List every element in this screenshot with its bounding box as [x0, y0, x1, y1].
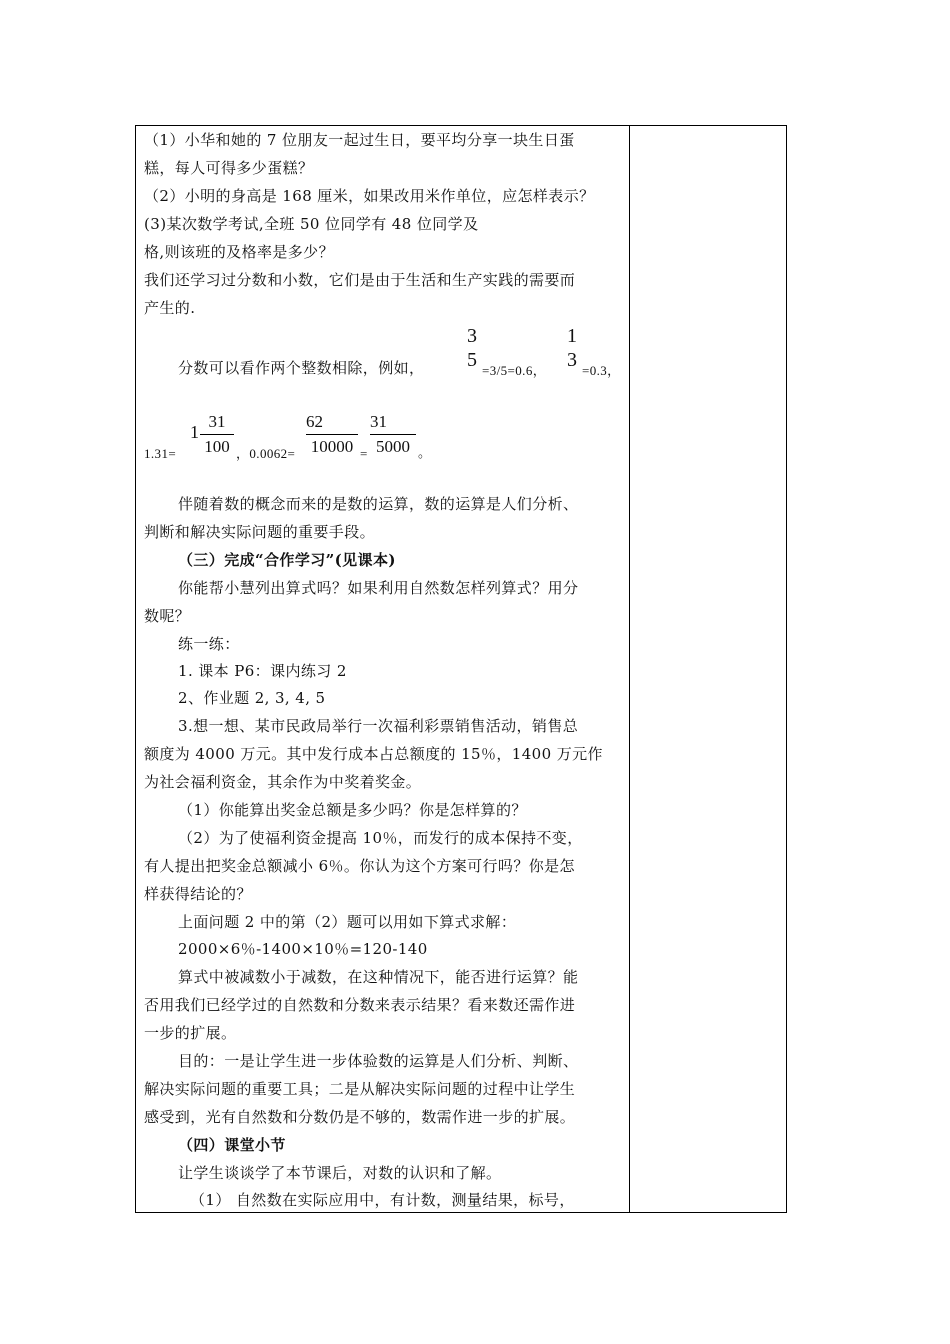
section-3-heading: （三）完成“合作学习”(见课本)	[178, 551, 396, 569]
fraction-denominator: 100	[204, 437, 230, 456]
fraction-2-result: =0.3，	[582, 363, 621, 378]
practice-question-1: （1）你能算出奖金总额是多少吗？你是怎样算的？	[178, 801, 527, 819]
question-1-cont: 糕，每人可得多少蛋糕？	[144, 159, 314, 177]
calculation-text-cont: 否用我们已经学过的自然数和分数来表示结果？看来数还需作进	[144, 996, 576, 1014]
fraction-3-5	[462, 324, 482, 372]
fraction-denominator: 10000	[310, 437, 354, 456]
operations-text: 伴随着数的概念而来的是数的运算，数的运算是人们分析、	[178, 495, 579, 513]
fraction-numerator: 31	[200, 410, 234, 435]
summary-text: 让学生谈谈学了本节课后，对数的认识和了解。	[178, 1164, 502, 1182]
question-3: (3)某次数学考试,全班 50 位同学有 48 位同学及	[144, 215, 479, 233]
practice-item-1: 1. 课本 P6：课内练习 2	[178, 662, 347, 680]
learned-text: 我们还学习过分数和小数，它们是由于生活和生产实践的需要而	[144, 271, 576, 289]
practice-item-3-cont2: 为社会福利资金，其余作为中奖着奖金。	[144, 773, 422, 791]
mixed-whole: 1	[190, 422, 200, 442]
fraction-numerator: 1	[567, 325, 577, 347]
operations-text-cont: 判断和解决实际问题的重要手段。	[144, 523, 376, 541]
fraction-denominator: 3	[567, 349, 577, 371]
help-question-cont: 数呢？	[144, 607, 191, 625]
question-1: （1）小华和她的 7 位朋友一起过生日，要平均分享一块生日蛋	[144, 131, 575, 149]
summary-item-1: （1） 自然数在实际应用中，有计数，测量结果，标号，	[190, 1191, 575, 1209]
goal-text-cont: 解决实际问题的重要工具；二是从解决实际问题的过程中让学生	[144, 1080, 576, 1098]
calculation-text-cont2: 一步的扩展。	[144, 1024, 237, 1042]
decimal-0-0062: ，0.0062=	[236, 446, 296, 461]
fraction-denominator: 5000	[376, 437, 410, 456]
fraction-1-3	[562, 324, 582, 372]
fraction-1-result: =3/5=0.6，	[482, 363, 547, 378]
fraction-31-100	[200, 410, 234, 459]
equals-sign: =	[360, 446, 368, 461]
fraction-31-5000	[370, 410, 416, 459]
fraction-numerator: 62	[306, 410, 358, 435]
practice-question-2-cont2: 样获得结论的？	[144, 885, 252, 903]
column-divider	[629, 126, 630, 1212]
section-4-heading: （四）课堂小节	[178, 1136, 286, 1154]
learned-text-cont: 产生的.	[144, 299, 196, 317]
practice-question-2-cont: 有人提出把奖金总额减小 6％。你认为这个方案可行吗？你是怎	[144, 857, 575, 875]
above-text: 上面问题 2 中的第（2）题可以用如下算式求解：	[178, 913, 517, 931]
fraction-numerator: 31	[370, 410, 416, 435]
practice-question-2: （2）为了使福利资金提高 10％，而发行的成本保持不变，	[178, 829, 583, 847]
practice-heading: 练一练：	[178, 635, 240, 653]
practice-item-3-cont: 额度为 4000 万元。其中发行成本占总额度的 15％，1400 万元作	[144, 745, 603, 763]
calculation-text: 算式中被减数小于减数，在这种情况下，能否进行运算？能	[178, 968, 579, 986]
formula: 2000×6％-1400×10％=120-140	[178, 940, 428, 958]
fraction-intro: 分数可以看作两个整数相除，例如，	[178, 359, 425, 377]
period: 。	[418, 446, 432, 461]
fraction-62-10000	[306, 410, 358, 459]
help-question: 你能帮小慧列出算式吗？如果利用自然数怎样列算式？用分	[178, 579, 579, 597]
fraction-denominator: 5	[467, 349, 477, 371]
question-3-cont: 格,则该班的及格率是多少？	[144, 243, 334, 261]
decimal-1-31: 1.31=	[144, 446, 177, 461]
lesson-table	[135, 125, 787, 1213]
question-2: （2）小明的身高是 168 厘米，如果改用米作单位，应怎样表示？	[144, 187, 595, 205]
practice-item-2: 2、作业题 2, 3, 4, 5	[178, 689, 326, 707]
goal-text-cont2: 感受到，光有自然数和分数仍是不够的，数需作进一步的扩展。	[144, 1108, 576, 1126]
goal-text: 目的：一是让学生进一步体验数的运算是人们分析、判断、	[178, 1052, 579, 1070]
fraction-numerator: 3	[467, 325, 477, 347]
practice-item-3: 3.想一想、某市民政局举行一次福利彩票销售活动，销售总	[178, 717, 579, 735]
